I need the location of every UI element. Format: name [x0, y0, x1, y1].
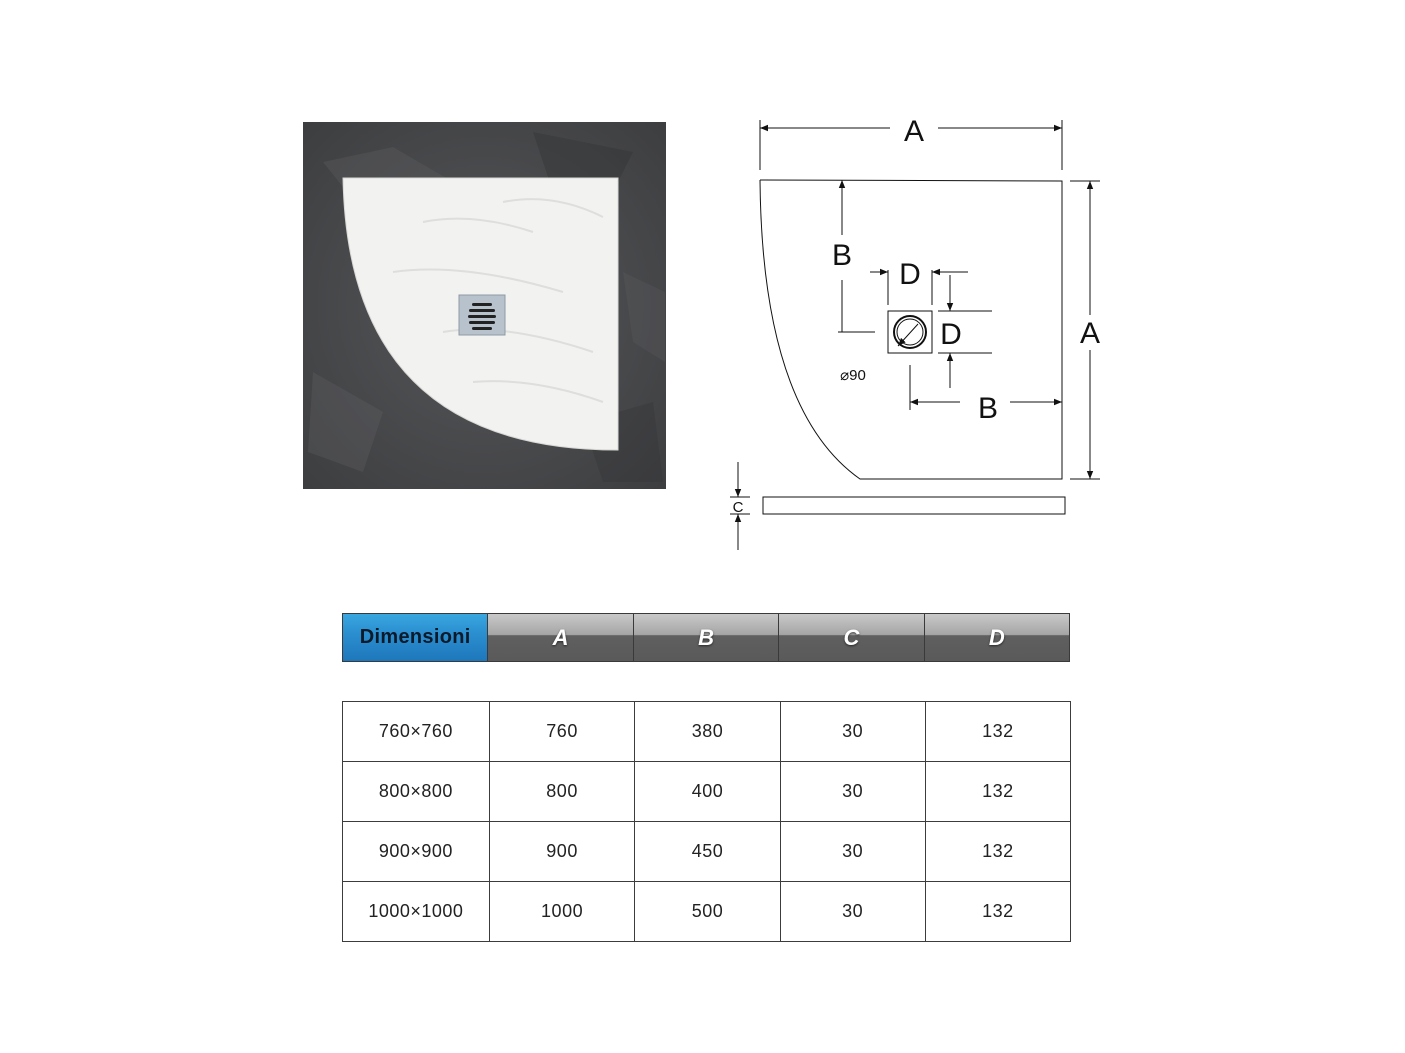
dimensions-table — [342, 701, 1071, 942]
tray-profile — [763, 497, 1065, 514]
table-cell: 132 — [925, 762, 1070, 822]
label-a-top: A — [903, 115, 925, 148]
header-dimensioni: Dimensioni — [343, 614, 487, 661]
dimensions-header — [342, 613, 1070, 662]
label-d-vertical: D — [940, 318, 962, 351]
table-cell: 900×900 — [343, 822, 490, 882]
table-row — [343, 702, 1071, 762]
table-cell: 800 — [489, 762, 635, 822]
table-cell: 132 — [925, 702, 1070, 762]
product-photo — [303, 122, 666, 489]
label-b-vertical: B — [831, 239, 853, 272]
table-cell: 760 — [489, 702, 635, 762]
table-cell: 1000 — [489, 882, 635, 942]
table-cell: 500 — [635, 882, 780, 942]
drain-circle — [894, 316, 926, 348]
table-cell: 30 — [780, 822, 925, 882]
label-b-horizontal: B — [977, 392, 999, 425]
table-cell: 30 — [780, 762, 925, 822]
header-d: D — [924, 614, 1069, 661]
drain-icon — [459, 295, 505, 335]
technical-drawing — [720, 110, 1120, 555]
table-cell: 450 — [635, 822, 780, 882]
table-cell: 760×760 — [343, 702, 490, 762]
table-cell: 800×800 — [343, 762, 490, 822]
header-b: B — [633, 614, 778, 661]
table-cell: 30 — [780, 702, 925, 762]
tray-outline — [760, 180, 1062, 479]
label-drain-diameter: ⌀90 — [840, 367, 866, 384]
dimension-diagram — [720, 110, 1120, 555]
table-cell: 400 — [635, 762, 780, 822]
table-cell: 132 — [925, 882, 1070, 942]
header-c: C — [778, 614, 923, 661]
table-row — [343, 882, 1071, 942]
label-c: C — [732, 499, 744, 516]
table-cell: 900 — [489, 822, 635, 882]
table-row — [343, 762, 1071, 822]
label-a-right: A — [1079, 317, 1101, 350]
table-cell: 1000×1000 — [343, 882, 490, 942]
table-row — [343, 822, 1071, 882]
table-cell: 30 — [780, 882, 925, 942]
shower-tray-photo — [303, 122, 666, 489]
table-cell: 132 — [925, 822, 1070, 882]
header-a: A — [487, 614, 632, 661]
label-d-horizontal: D — [899, 258, 921, 291]
table-cell: 380 — [635, 702, 780, 762]
